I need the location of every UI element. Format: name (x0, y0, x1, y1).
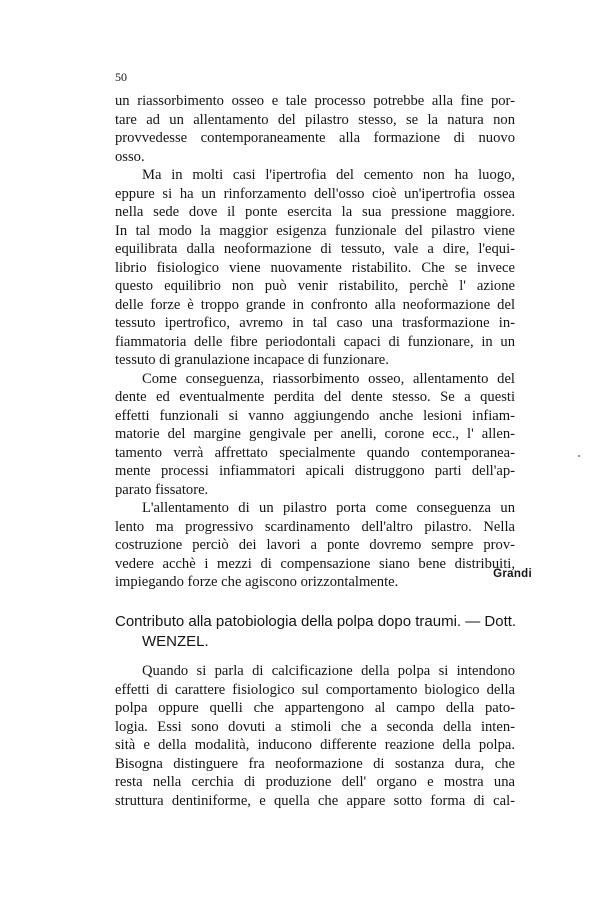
text-line: tamento verrà affrettato specialmente quando contemporanea- (115, 444, 515, 461)
text-line: In tal modo la maggior esigenza funzionale del pilastro viene (115, 222, 515, 239)
text-line: polpa oppure quelli che appartengono al campo della pato- (115, 700, 515, 716)
text-line: questo equilibrio non può venir ristabilito, perchè l' azione (115, 278, 515, 294)
page-number: 50 (115, 70, 127, 84)
text-line: parato fissatore. (115, 481, 209, 498)
text-line: fiammatoria delle fibre periodontali capaci di funzionare, in un (115, 333, 515, 350)
article-title-line: WENZEL. (142, 633, 209, 650)
text-line: effetti di carattere fisiologico sul comportamento biologico della (115, 681, 515, 698)
author-signature: Grandi (493, 568, 532, 580)
text-line: provvedesse contemporaneamente alla formazione di nuovo (115, 130, 515, 146)
text-line: lento ma progressivo scardinamento dell'altro pilastro. Nella (115, 518, 515, 535)
text-line: vedere acchè i mezzi di compensazione siano bene distribuiti, (115, 555, 515, 572)
text-line: matorie del margine gengivale per anelli, corone ecc., l' allen- (115, 426, 515, 442)
text-line: eppure si ha un rinforzamento dell'osso cioè un'ipertrofia ossea (115, 185, 515, 202)
scan-speck (578, 455, 580, 457)
text-line: Come conseguenza, riassorbimento osseo, allentamento del (142, 370, 515, 387)
text-line: librio fisiologico viene nuovamente ristabilito. Che se invece (115, 259, 515, 276)
text-line: delle forze è troppo grande in confronto alla neoformazione del (115, 296, 515, 313)
article-title-line: Contributo alla patobiologia della polpa dopo traumi. — Dott. (115, 613, 517, 630)
text-line: impiegando forze che agiscono orizzontalmente. (115, 574, 399, 590)
text-line: un riassorbimento osseo e tale processo potrebbe alla fine por- (115, 93, 515, 109)
text-line: Bisogna distinguere fra neoformazione di sostanza dura, che (115, 755, 515, 772)
text-line: Ma in molti casi l'ipertrofia del cemento non ha luogo, (142, 167, 515, 183)
text-line: struttura dentiniforme, e quella che appare sotto forma di cal- (115, 792, 515, 809)
text-line: sità e della modalità, inducono differente reazione della polpa. (115, 737, 515, 753)
text-line: Quando si parla di calcificazione della polpa si intendono (142, 663, 515, 679)
text-line: resta nella cerchia di produzione dell' organo e mostra una (115, 774, 515, 790)
text-line: costruzione perciò dei lavori a ponte dovremo sempre prov- (115, 537, 515, 553)
text-line: effetti funzionali si vanno aggiungendo anche lesioni infiam- (115, 407, 515, 424)
text-line: tessuto ipertrofico, avremo in tal caso una trasformazione in- (115, 315, 515, 331)
text-line: tare ad un allentamento del pilastro stesso, se la natura non (115, 111, 515, 128)
text-line: equilibrata dalla neoformazione di tessuto, vale a dire, l'equi- (115, 241, 515, 257)
text-line: dente ed eventualmente perdita del dente stesso. Se a questi (115, 389, 515, 405)
text-line: nella sede dove il ponte esercita la sua pressione maggiore. (115, 204, 515, 220)
text-line: tessuto di granulazione incapace di funzionare. (115, 352, 389, 368)
text-line: mente processi infiammatori apicali distruggono parti dell'ap- (115, 463, 515, 479)
text-line: logia. Essi sono dovuti a stimoli che a seconda della inten- (115, 718, 515, 735)
text-line: L'allentamento di un pilastro porta come conseguenza un (142, 500, 515, 516)
text-line: osso. (115, 148, 145, 165)
